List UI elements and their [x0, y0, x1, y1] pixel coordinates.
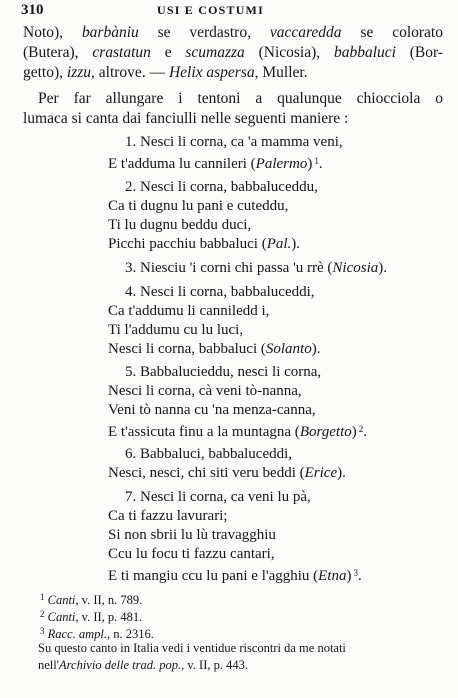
italic-text: Canti [47, 610, 76, 624]
italic-text: izzu [66, 64, 92, 81]
footnote: $^1$ Canti, v. II, n. 789. [40, 592, 143, 607]
footnote-marker: 1 [40, 592, 45, 602]
verse-line: 2. Nesci li corna, babbaluceddu, [125, 179, 318, 195]
italic-text: Etna [318, 568, 347, 584]
running-title: USI E COSTUMI [157, 3, 264, 17]
italic-text: scumazza [185, 44, 245, 61]
page-header [21, 2, 444, 18]
verse-line: E ti mangiu ccu lu pani e l'agghiu (Etna) $^3$. [108, 568, 362, 584]
page-number: 310 [21, 2, 44, 18]
italic-text: Borgetto [299, 424, 352, 440]
italic-text: Canti [47, 593, 76, 607]
italic-text: Solanto [265, 341, 312, 357]
verse-line: Ti lu dugnu beddu duci, [108, 217, 252, 233]
verse-line: 7. Nesci li corna, ca veni lu pà, [125, 489, 311, 505]
verse-line: Ccu lu focu ti fazzu cantari, [108, 546, 275, 562]
verse-line: E t'assicuta finu a la muntagna (Borgetto) $^2$. [108, 424, 367, 440]
italic-text: Racc. ampl. [47, 627, 107, 641]
verse-line: Ca t'addumu li canniledd i, [108, 303, 270, 319]
verse-line: 6. Babbaluci, babbaluceddi, [125, 446, 293, 462]
footnote-marker: 2 [358, 424, 364, 434]
verse-line: 3. Niesciu 'i corni chi passa 'u rrè (Nicosia). [125, 260, 388, 276]
italic-text: crastatun [92, 44, 151, 61]
verse-line: Nesci li corna, babbaluci (Solanto). [108, 341, 321, 357]
prose-line: Per far allungare i tentoni a qualunque chiocciola o [38, 90, 443, 107]
verse-line: Si non sbrii lu lù travagghiu [108, 527, 276, 543]
verse-line: Veni tò nanna cu 'na menza-canna, [108, 402, 316, 418]
verse-line: 1. Nesci li corna, ca 'a mamma veni, [125, 134, 343, 150]
prose-line: lumaca si canta dai fanciulli nelle seguenti maniere : [23, 110, 349, 127]
italic-text: Nicosia [332, 260, 379, 276]
prose-line: Noto), barbàniu se verdastro, vaccaredda se colorato [23, 24, 443, 41]
footnote: $^2$ Canti, v. II, p. 481. [40, 609, 143, 624]
footnote-marker: 2 [40, 609, 45, 619]
prose-line: (Butera), crastatun e scumazza (Nicosia), babbaluci (Bor- [23, 44, 444, 61]
prose-line: getto), izzu, altrove. — Helix aspersa, Muller. [23, 64, 308, 81]
verse-line: Ti l'addumu cu lu luci, [108, 322, 244, 338]
footnote: Su questo canto in Italia vedi i ventidue riscontri da me notati [38, 641, 346, 655]
footnote-marker: 3 [353, 568, 358, 578]
verse-line: Nesci, nesci, chi siti veru beddi (Erice). [108, 465, 346, 481]
italic-text: Helix aspersa [168, 64, 255, 81]
footnote: $^3$ Racc. ampl., n. 2316. [40, 626, 154, 641]
italic-text: Archivio delle trad. pop. [59, 658, 182, 672]
italic-text: Palermo [255, 156, 308, 172]
verse-line: 5. Babbalucieddu, nesci li corna, [125, 364, 322, 380]
verse-line: Picchi pacchiu babbaluci (Pal.). [108, 236, 301, 252]
verse-line: Nesci li corna, cà veni tò-nanna, [108, 383, 302, 399]
italic-text: vaccaredda [269, 24, 342, 41]
verse-line: E t'adduma lu cannileri (Palermo) $^1$. [108, 156, 323, 172]
verse-line: 4. Nesci li corna, babbaluceddi, [125, 284, 315, 300]
italic-text: barbàniu [81, 24, 139, 41]
verse-line: Ca ti fazzu lavurari; [108, 508, 228, 524]
verse-line: Ca ti dugnu lu pani e cuteddu, [108, 198, 289, 214]
italic-text: babbaluci [333, 44, 396, 61]
footnote: nell'Archivio delle trad. pop., v. II, p. 443. [38, 658, 248, 672]
italic-text: Erice [304, 465, 338, 481]
italic-text: Pal. [266, 236, 292, 252]
footnote-marker: 1 [314, 156, 319, 166]
footnote-marker: 3 [40, 626, 45, 636]
